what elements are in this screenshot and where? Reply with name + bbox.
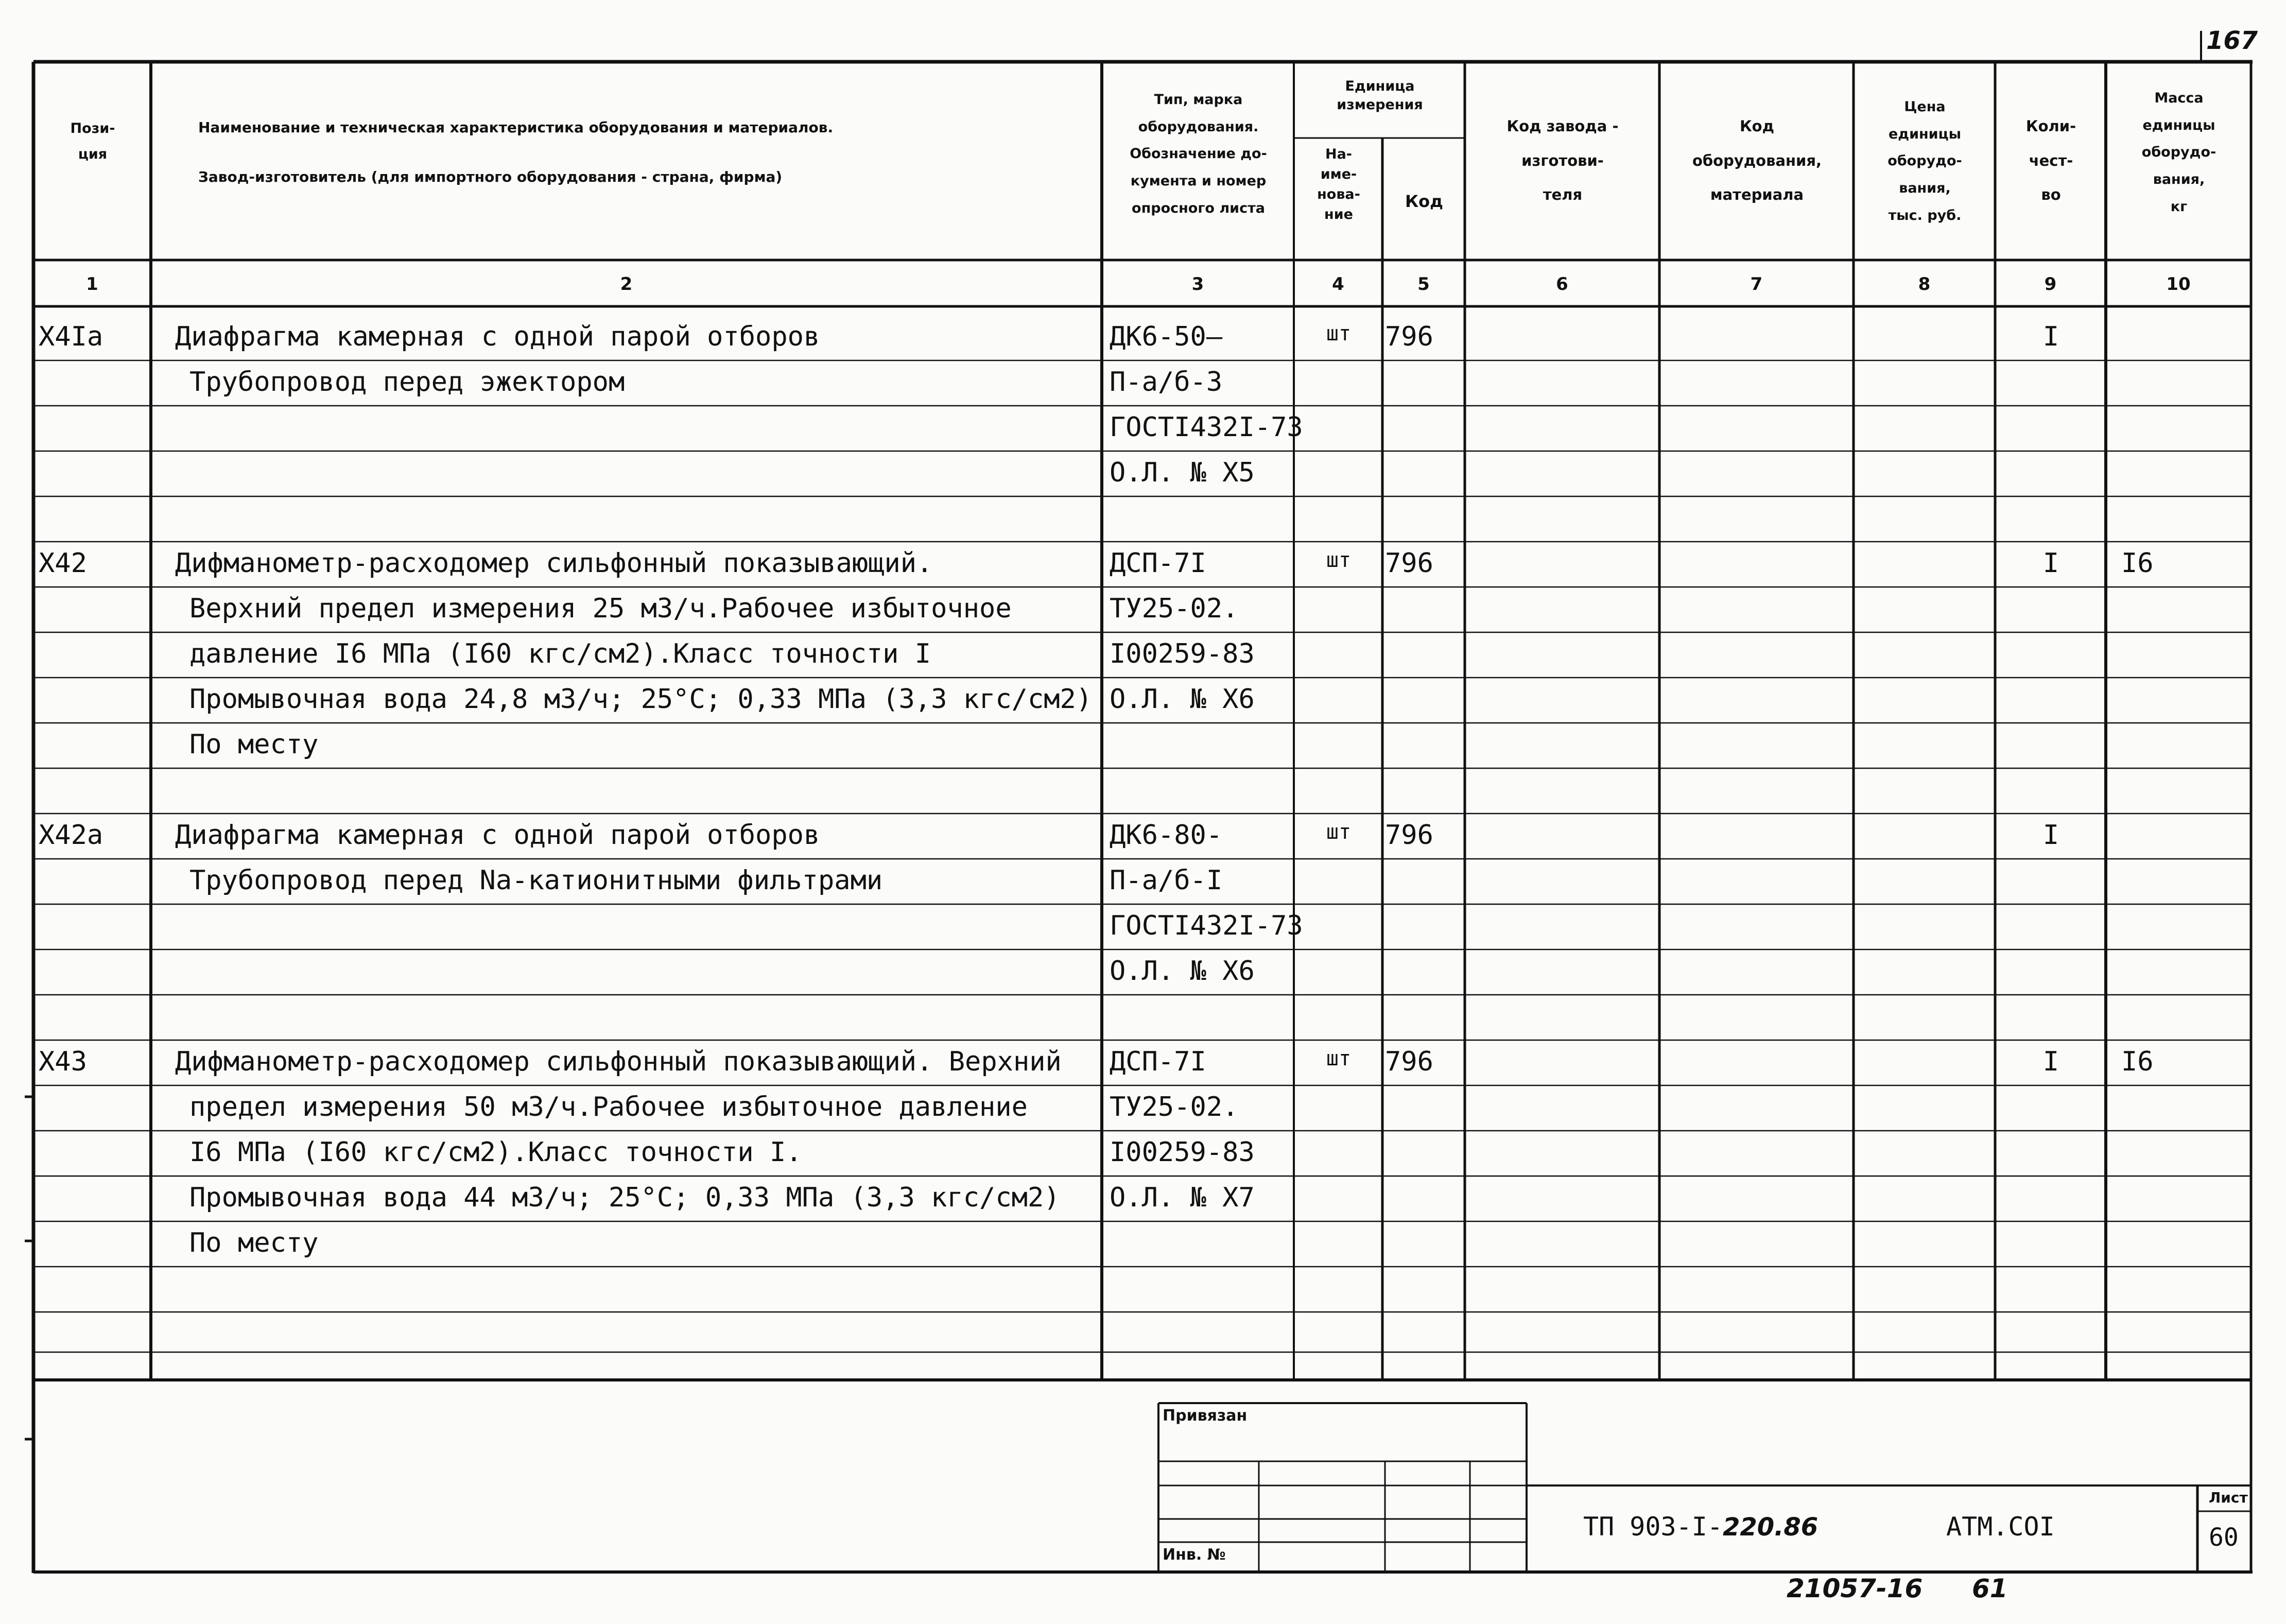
document-code <box>1583 1514 1818 1540</box>
col-number-1: 1 <box>86 274 98 295</box>
cell-name: Диафрагма камерная с одной парой отборов <box>175 321 820 352</box>
cell-pos: X4Ia <box>39 321 103 352</box>
col-number-10: 10 <box>2166 274 2191 295</box>
header-unit-mass: Масса единицы оборудо- вания, кг <box>2141 90 2216 215</box>
cell-unit: шт <box>1326 1047 1352 1070</box>
cell-pos: X43 <box>39 1046 87 1077</box>
header-name-line2: Завод-изготовитель (для импортного оборудования - страна, фирма) <box>198 168 783 185</box>
document-suffix: АТМ.СОI <box>1946 1512 2055 1542</box>
cell-name: I6 МПа (I60 кгс/см2).Класс точности I. <box>189 1137 802 1168</box>
cell-name: Трубопровод перед Na-катионитными фильтрами <box>189 865 883 896</box>
cell-type: ГОСТI432I-73 <box>1110 412 1303 443</box>
header-type: Тип, марка оборудования. Обозначение до- кумента и номер опросного листа <box>1130 92 1267 216</box>
col-number-3: 3 <box>1191 274 1204 295</box>
cell-type: О.Л. № Х7 <box>1110 1182 1255 1213</box>
header-unit-price: Цена единицы оборудо- вания, тыс. руб. <box>1887 99 1962 223</box>
cell-unit: шт <box>1326 322 1352 345</box>
cell-type: I00259-83 <box>1110 1137 1255 1168</box>
privyazan-label: Привязан <box>1163 1407 1248 1425</box>
cell-name: Дифманометр-расходомер сильфонный показывающий. Верхний <box>175 1046 1062 1077</box>
cell-pos: X42a <box>39 820 103 851</box>
cell-name: давление I6 МПа (I60 кгс/см2).Класс точности I <box>189 638 931 669</box>
cell-name: Трубопровод перед эжектором <box>189 367 625 398</box>
col-number-7: 7 <box>1750 274 1763 295</box>
cell-qty: I <box>2042 1046 2059 1077</box>
footer-page: 61 <box>1972 1574 2008 1603</box>
cell-type: О.Л. № Х6 <box>1110 684 1255 715</box>
header-unit-code: Код <box>1405 192 1443 211</box>
col-number-2: 2 <box>620 274 633 295</box>
cell-code: 796 <box>1385 321 1433 352</box>
cell-type: О.Л. № Х5 <box>1110 457 1255 488</box>
inventory-number-label: Инв. № <box>1163 1546 1226 1564</box>
cell-qty: I <box>2042 820 2059 851</box>
cell-type: ДК6-50— <box>1110 321 1223 352</box>
cell-name: По месту <box>189 729 319 760</box>
cell-name: Дифманометр-расходомер сильфонный показывающий. <box>175 548 933 579</box>
header-quantity: Коли- чест- во <box>2025 117 2076 204</box>
cell-type: ГОСТI432I-73 <box>1110 910 1303 941</box>
cell-mass: I6 <box>2121 548 2154 579</box>
col-number-4: 4 <box>1332 274 1344 295</box>
cell-qty: I <box>2042 321 2059 352</box>
cell-type: ТУ25-02. <box>1110 1092 1239 1122</box>
cell-type: О.Л. № Х6 <box>1110 956 1255 987</box>
cell-type: ДСП-7I <box>1110 1046 1206 1077</box>
cell-name: Промывочная вода 24,8 м3/ч; 25°С; 0,33 МПа (3,3 кгс/см2) <box>189 684 1093 715</box>
sheet-number: 60 <box>2209 1523 2239 1552</box>
header-unit-name: На- име- нова- ние <box>1317 146 1360 223</box>
cell-type: ДСП-7I <box>1110 548 1206 579</box>
header-unit-group: Единица измерения <box>1337 78 1423 113</box>
cell-type: П-а/б-I <box>1110 865 1223 896</box>
cell-name: Диафрагма камерная с одной парой отборов <box>175 820 820 851</box>
cell-name: По месту <box>189 1228 319 1258</box>
sheet-label: Лист <box>2209 1489 2248 1506</box>
cell-unit: шт <box>1326 548 1352 572</box>
header-position: Пози- ция <box>70 120 115 162</box>
cell-type: ДК6-80- <box>1110 820 1223 851</box>
cell-name: Промывочная вода 44 м3/ч; 25°С; 0,33 МПа (3,3 кгс/см2) <box>189 1182 1060 1213</box>
cell-code: 796 <box>1385 548 1433 579</box>
cell-code: 796 <box>1385 1046 1433 1077</box>
cell-type: I00259-83 <box>1110 638 1255 669</box>
header-name-line1: Наименование и техническая характеристика оборудования и материалов. <box>198 119 834 136</box>
col-number-9: 9 <box>2044 274 2057 295</box>
document-code-handwritten: 220.86 <box>1722 1513 1819 1542</box>
cell-type: П-а/б-3 <box>1110 367 1223 398</box>
cell-type: ТУ25-02. <box>1110 593 1239 624</box>
header-equipment-code: Код оборудования, материала <box>1692 117 1822 204</box>
header-manufacturer-code: Код завода - изготови- теля <box>1506 117 1619 204</box>
cell-unit: шт <box>1326 820 1352 844</box>
col-number-8: 8 <box>1918 274 1931 295</box>
page-number: 167 <box>2206 26 2258 55</box>
col-number-5: 5 <box>1417 274 1430 295</box>
cell-qty: I <box>2042 548 2059 579</box>
cell-pos: X42 <box>39 548 87 579</box>
archive-number: 21057-16 <box>1787 1574 1923 1603</box>
cell-name: Верхний предел измерения 25 м3/ч.Рабочее избыточное <box>189 593 1012 624</box>
cell-mass: I6 <box>2121 1046 2154 1077</box>
document-code-typed: ТП 903-I- <box>1583 1512 1723 1542</box>
col-number-6: 6 <box>1556 274 1568 295</box>
cell-name: предел измерения 50 м3/ч.Рабочее избыточное давление <box>189 1092 1028 1122</box>
cell-code: 796 <box>1385 820 1433 851</box>
